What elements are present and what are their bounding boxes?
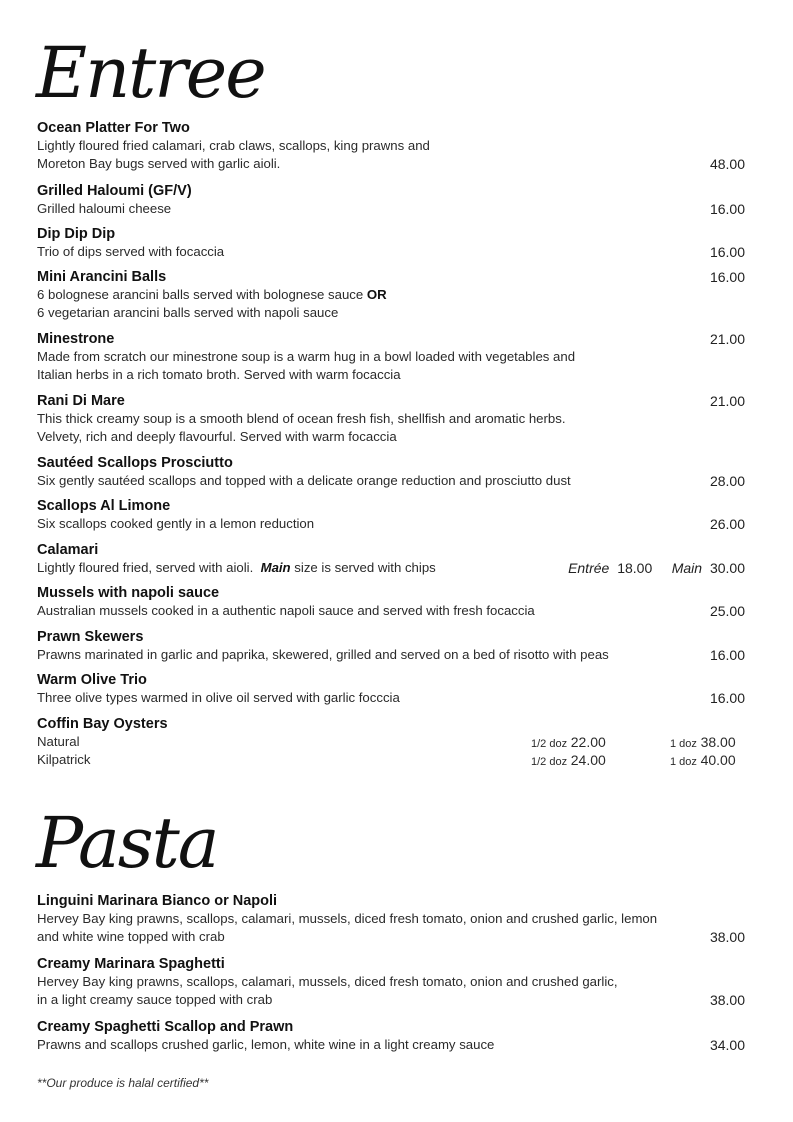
dozen-label: 1 doz (670, 738, 697, 750)
item-price: 16.00 (709, 201, 745, 217)
menu-item-linguini (37, 892, 745, 946)
item-desc: Six scallops cooked gently in a lemon reduction (37, 516, 315, 531)
item-name: Warm Olive Trio (37, 672, 147, 688)
item-desc: Italian herbs in a rich tomato broth. Served with warm focaccia (37, 367, 401, 382)
half-dozen-price (531, 751, 606, 771)
item-desc: Trio of dips served with focaccia (37, 244, 225, 259)
item-desc (37, 286, 745, 304)
main-size-price: 30.00 (709, 560, 745, 576)
menu-item-olive-trio (37, 671, 745, 707)
item-desc: Australian mussels cooked in a authentic napoli sauce and served with fresh focaccia (37, 603, 535, 618)
item-desc-part: 6 bolognese arancini balls served with bolognese sauce (37, 287, 364, 302)
item-desc: Prawns and scallops crushed garlic, lemon, white wine in a light creamy sauce (37, 1037, 495, 1052)
item-name: Grilled Haloumi (GF/V) (37, 183, 192, 199)
pasta-heading: Pasta (36, 802, 218, 884)
item-desc: Hervey Bay king prawns, scallops, calamari, mussels, diced fresh tomato, onion and crushed garlic, (37, 974, 618, 989)
item-name: Prawn Skewers (37, 629, 144, 645)
item-desc: Three olive types warmed in olive oil served with garlic focccia (37, 690, 400, 705)
item-desc: Grilled haloumi cheese (37, 201, 172, 216)
menu-item-oysters (37, 715, 745, 769)
menu-item-ocean-platter (37, 119, 745, 173)
main-label-inline: Main (260, 560, 291, 575)
item-name: Sautéed Scallops Prosciutto (37, 455, 233, 471)
menu-item-scallops-limone (37, 497, 745, 533)
oyster-row-natural (37, 733, 745, 751)
main-size-label: Main (671, 560, 703, 576)
dozen-value: 40.00 (700, 752, 736, 768)
half-dozen-value: 24.00 (570, 752, 606, 768)
dozen-value: 38.00 (700, 734, 736, 750)
item-price: 34.00 (709, 1037, 745, 1053)
menu-item-rani-di-mare (37, 392, 745, 446)
item-price: 16.00 (709, 690, 745, 706)
item-price: 38.00 (709, 929, 745, 945)
half-dozen-label: 1/2 doz (531, 756, 568, 768)
item-name: Calamari (37, 542, 99, 558)
menu-item-sauteed-scallops (37, 454, 745, 490)
oyster-row-kilpatrick (37, 751, 745, 769)
item-price: 21.00 (709, 393, 745, 409)
menu-item-mussels (37, 584, 745, 620)
menu-item-creamy-marinara (37, 955, 745, 1009)
item-desc: and white wine topped with crab (37, 929, 225, 944)
entree-heading: Entree (36, 32, 265, 114)
item-name: Creamy Marinara Spaghetti (37, 956, 225, 972)
menu-item-minestrone (37, 330, 745, 384)
item-name: Dip Dip Dip (37, 226, 116, 242)
item-desc-part: Lightly floured fried, served with aioli. (37, 560, 254, 575)
item-price: 16.00 (709, 269, 745, 285)
item-name: Mussels with napoli sauce (37, 585, 220, 601)
item-desc: Lightly floured fried calamari, crab claws, scallops, king prawns and (37, 138, 430, 153)
half-dozen-value: 22.00 (570, 734, 606, 750)
entree-size-label: Entrée (568, 560, 610, 576)
half-dozen-price (531, 733, 606, 753)
item-price: 16.00 (709, 244, 745, 260)
half-dozen-label: 1/2 doz (531, 738, 568, 750)
item-desc: Moreton Bay bugs served with garlic aioli. (37, 156, 281, 171)
item-desc-part: size is served with chips (294, 560, 436, 575)
item-price: 28.00 (709, 473, 745, 489)
item-desc: Prawns marinated in garlic and paprika, skewered, grilled and served on a bed of risotto with peas (37, 647, 609, 662)
menu-item-scallop-prawn (37, 1018, 745, 1054)
item-name: Rani Di Mare (37, 393, 125, 409)
item-desc: 6 vegetarian arancini balls served with napoli sauce (37, 305, 339, 320)
or-label: OR (366, 287, 387, 302)
item-name: Mini Arancini Balls (37, 269, 167, 285)
item-desc: Velvety, rich and deeply flavourful. Served with warm focaccia (37, 429, 397, 444)
dozen-label: 1 doz (670, 756, 697, 768)
dozen-price (670, 733, 736, 753)
item-name: Ocean Platter For Two (37, 120, 190, 136)
item-price: 21.00 (709, 331, 745, 347)
calamari-prices (568, 559, 745, 577)
item-desc: Six gently sautéed scallops and topped with a delicate orange reduction and prosciutto dust (37, 473, 571, 488)
menu-item-arancini (37, 268, 745, 322)
item-desc: This thick creamy soup is a smooth blend of ocean fresh fish, shellfish and aromatic herbs. (37, 411, 566, 426)
item-name: Scallops Al Limone (37, 498, 171, 514)
item-desc: Hervey Bay king prawns, scallops, calamari, mussels, diced fresh tomato, onion and crushed garlic, lemon (37, 911, 658, 926)
item-price: 48.00 (709, 156, 745, 172)
dozen-price (670, 751, 736, 771)
item-name: Minestrone (37, 331, 115, 347)
menu-item-calamari (37, 541, 745, 577)
item-name: Coffin Bay Oysters (37, 716, 168, 732)
item-name: Creamy Spaghetti Scallop and Prawn (37, 1019, 294, 1035)
menu-item-haloumi (37, 182, 745, 218)
item-price: 38.00 (709, 992, 745, 1008)
item-desc: Made from scratch our minestrone soup is a warm hug in a bowl loaded with vegetables and (37, 349, 576, 364)
item-price: 26.00 (709, 516, 745, 532)
menu-item-prawn-skewers (37, 628, 745, 664)
halal-note: **Our produce is halal certified** (37, 1076, 209, 1090)
item-desc: in a light creamy sauce topped with crab (37, 992, 273, 1007)
item-name: Linguini Marinara Bianco or Napoli (37, 893, 278, 909)
menu-item-dip (37, 225, 745, 261)
oyster-type: Natural (37, 734, 80, 749)
oyster-type: Kilpatrick (37, 752, 91, 767)
item-price: 25.00 (709, 603, 745, 619)
entree-size-price: 18.00 (617, 560, 653, 576)
item-price: 16.00 (709, 647, 745, 663)
